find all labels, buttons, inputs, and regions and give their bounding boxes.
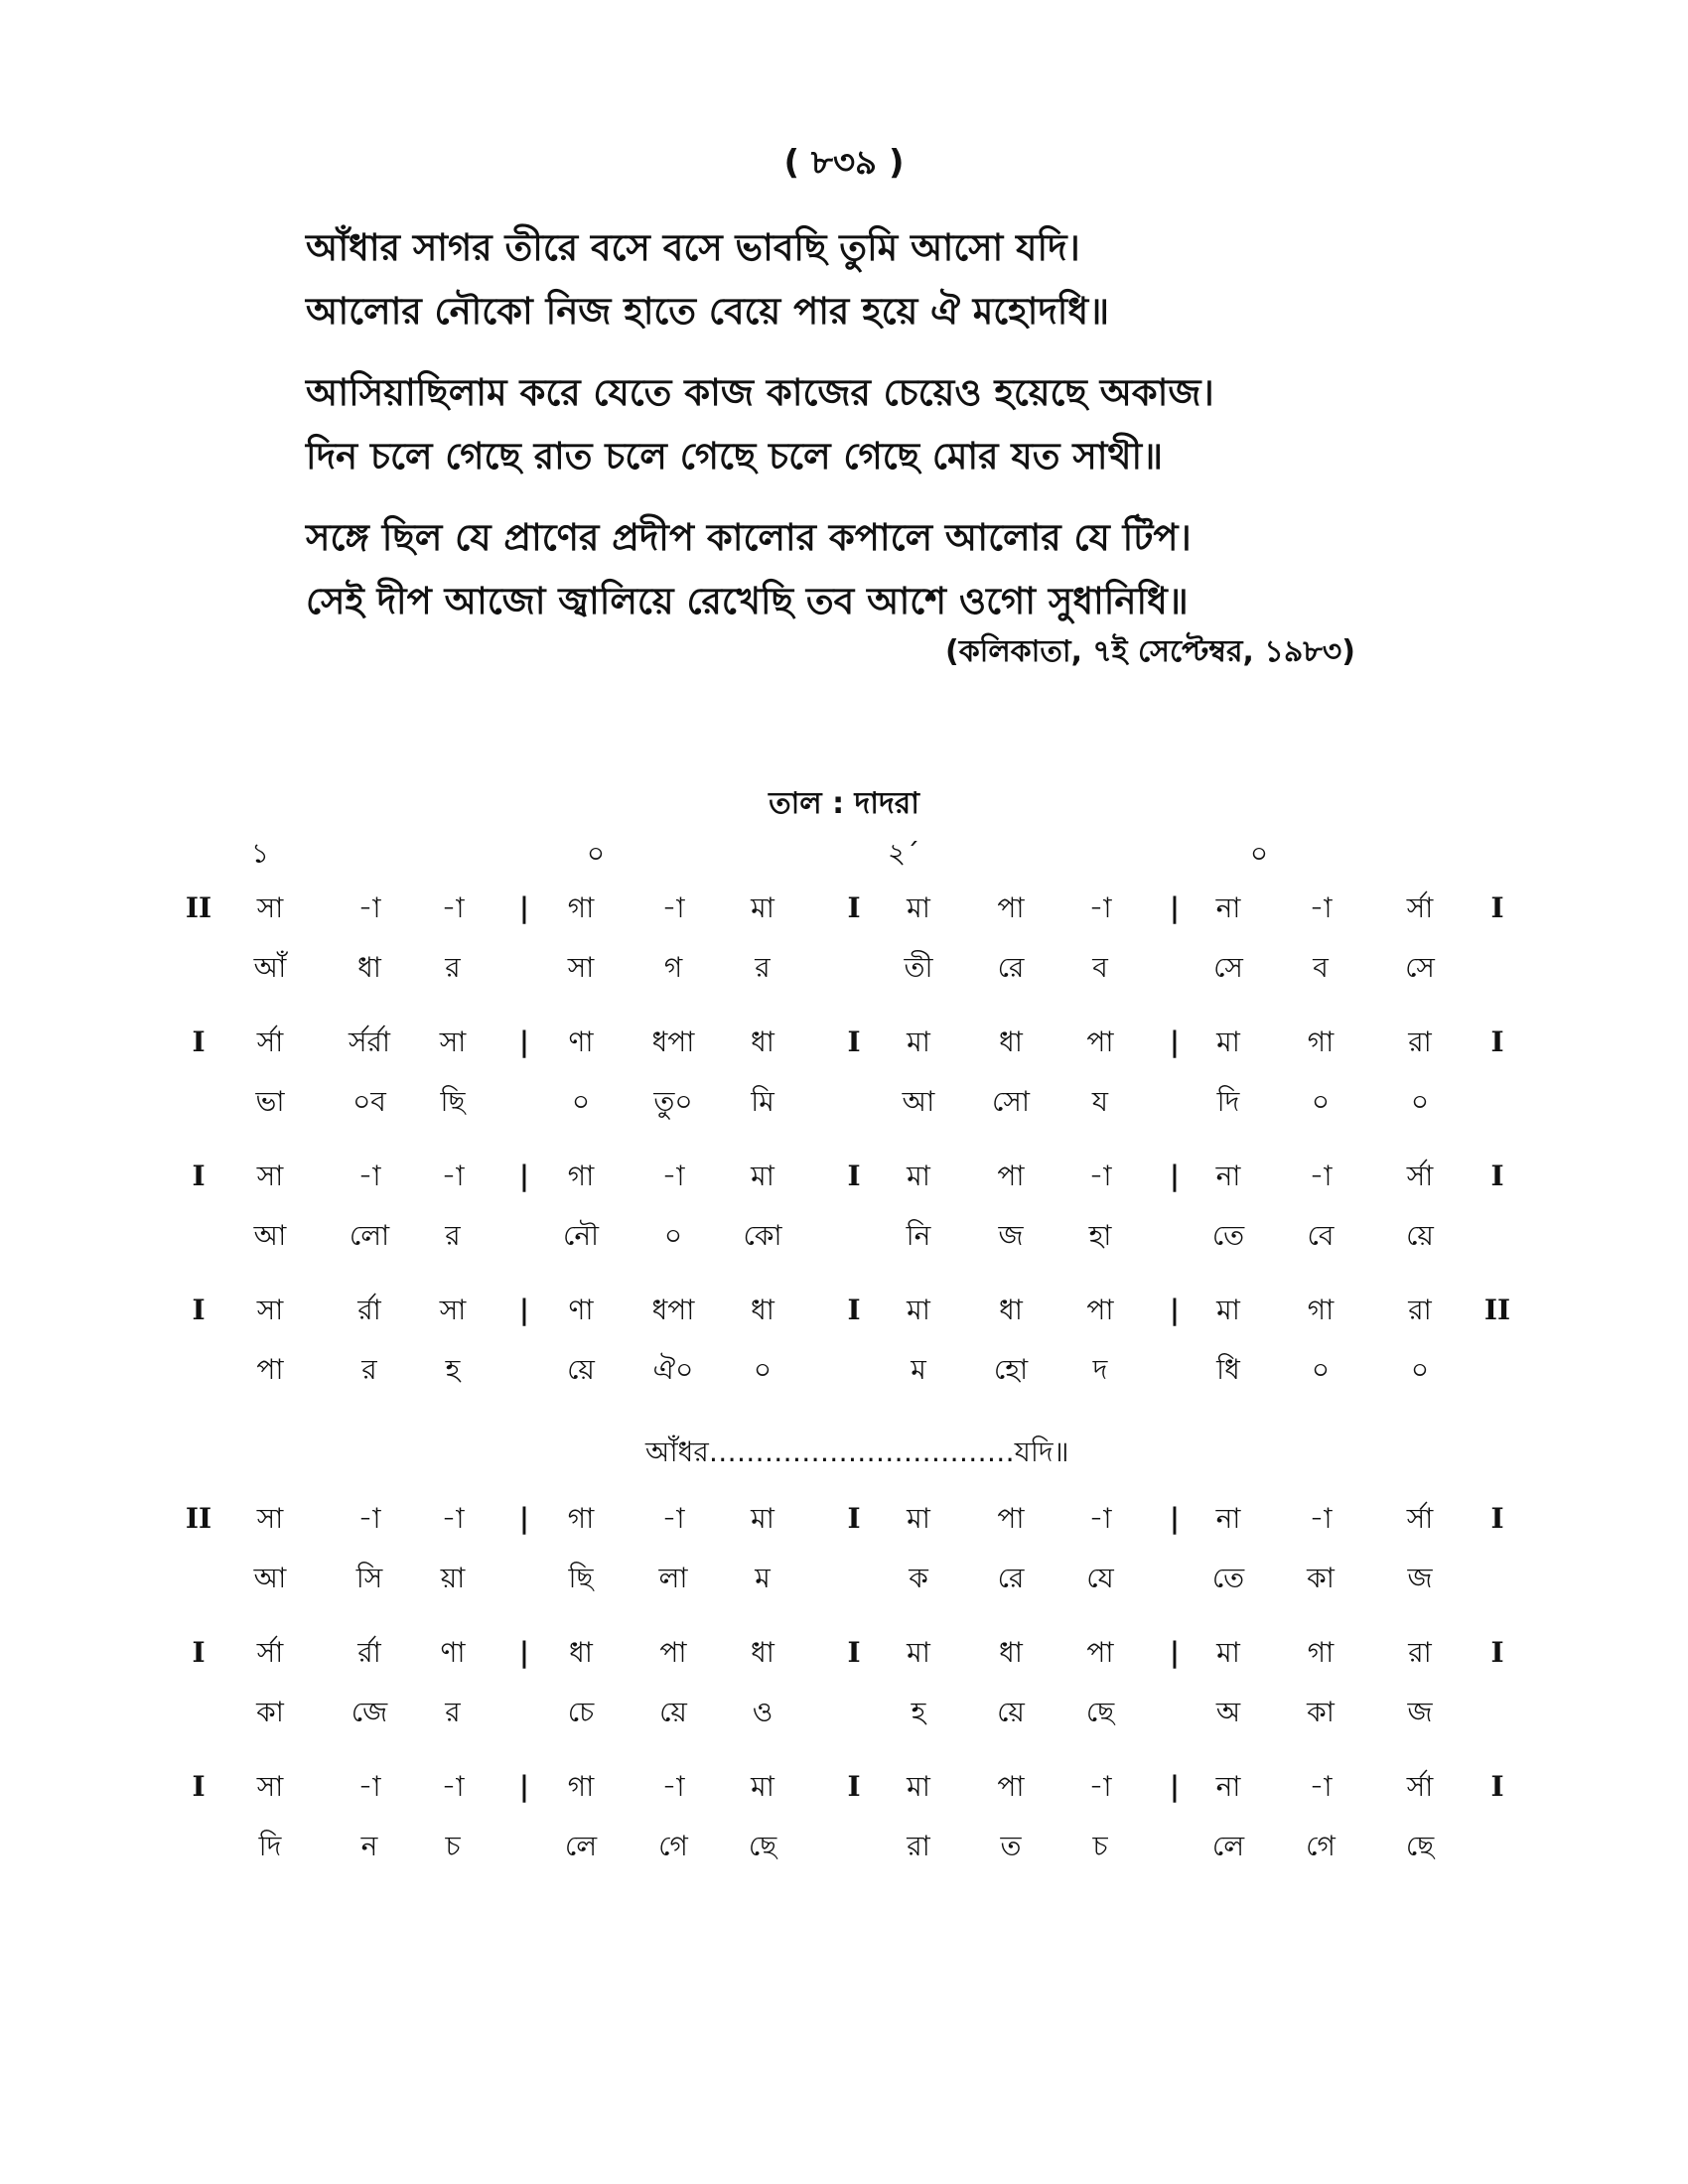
lyric-syllable: র bbox=[445, 1696, 461, 1728]
swara-note: -া bbox=[441, 1502, 465, 1535]
lyric-syllable: য়ে bbox=[1406, 1219, 1434, 1252]
lyric-syllable: য bbox=[1091, 1085, 1109, 1118]
dateline: (কলিকাতা, ৭ই সেপ্টেম্বর, ১৯৮৩) bbox=[945, 634, 1355, 669]
lyric-syllable: ত bbox=[1000, 1830, 1022, 1862]
swara-note: মা bbox=[907, 1160, 930, 1192]
swara-note: -া bbox=[357, 891, 381, 924]
swara-note: -া bbox=[1088, 891, 1112, 924]
lyrics bbox=[306, 216, 1398, 651]
bar-line: I bbox=[847, 1025, 861, 1058]
swara-note: মা bbox=[751, 1502, 774, 1535]
bar-line: I bbox=[1490, 1160, 1504, 1192]
lyric-syllable: ০ bbox=[753, 1353, 773, 1386]
lyric-syllable: জ bbox=[1407, 1696, 1433, 1728]
lyric-line: সেই দীপ আজো জ্বালিয়ে রেখেছি তব আশে ওগো সুধানিধি॥ bbox=[306, 580, 1189, 622]
swara-note: মা bbox=[751, 1160, 774, 1192]
swara-note: মা bbox=[907, 1770, 930, 1803]
stanza-1 bbox=[306, 216, 1398, 343]
swara-row bbox=[0, 1152, 1688, 1201]
lyric-syllable: ছে bbox=[748, 1830, 777, 1862]
lyric-syllable: রে bbox=[997, 951, 1025, 984]
swara-note: গা bbox=[567, 1160, 595, 1192]
lyric-syllable: র bbox=[445, 951, 461, 984]
swara-note: পা bbox=[997, 1770, 1025, 1803]
lyric-syllable: রা bbox=[907, 1830, 930, 1862]
swara-note: গা bbox=[567, 891, 595, 924]
lyric-syllable: জ bbox=[1407, 1562, 1433, 1594]
swara-row bbox=[0, 1628, 1688, 1678]
lyric-syllable: লে bbox=[564, 1830, 598, 1862]
swara-note: ধা bbox=[569, 1636, 593, 1669]
swara-note: -া bbox=[661, 891, 685, 924]
lyric-syllable: য়ে bbox=[997, 1696, 1025, 1728]
swara-note: মা bbox=[907, 1294, 930, 1326]
swara-note: সা bbox=[439, 1294, 467, 1326]
lyric-syllable: ০ bbox=[571, 1085, 591, 1118]
swara-note: -া bbox=[1309, 1160, 1333, 1192]
lyric-syllable: হো bbox=[993, 1353, 1029, 1386]
lyric-syllable: য়া bbox=[440, 1562, 466, 1594]
lyric-line: আলোর নৌকো নিজ হাতে বেয়ে পার হয়ে ঐ মহোদধি॥ bbox=[306, 290, 1110, 333]
lyric-syllable: কো bbox=[743, 1219, 782, 1252]
tala-label: তাল : দাদরা bbox=[769, 786, 919, 821]
bar-line: | bbox=[518, 1770, 530, 1803]
swara-note: সা bbox=[256, 1160, 284, 1192]
bar-line: I bbox=[847, 1160, 861, 1192]
swara-note: -া bbox=[1309, 1502, 1333, 1535]
lyric-syllable-row bbox=[0, 1554, 1688, 1603]
swara-note: পা bbox=[997, 1160, 1025, 1192]
lyric-syllable: জ bbox=[998, 1219, 1024, 1252]
swara-note: ধা bbox=[751, 1636, 774, 1669]
lyric-syllable: ম bbox=[911, 1353, 926, 1386]
lyric-syllable: ০ bbox=[1410, 1353, 1430, 1386]
lyric-syllable: ম bbox=[755, 1562, 771, 1594]
lyric-syllable: সা bbox=[567, 951, 595, 984]
page-number: ( ৮৩৯ ) bbox=[783, 143, 905, 183]
lyric-syllable: বে bbox=[1307, 1219, 1335, 1252]
lyric-syllable: রে bbox=[997, 1562, 1025, 1594]
lyric-syllable: তী bbox=[904, 951, 933, 984]
swara-note: মা bbox=[907, 1636, 930, 1669]
swara-note: র্সা bbox=[256, 1636, 284, 1669]
lyric-syllable: আ bbox=[253, 1219, 287, 1252]
lyric-line: আসিয়াছিলাম করে যেতে কাজ কাজের চেয়েও হয়েছে অকাজ। bbox=[306, 371, 1214, 414]
stanza-2 bbox=[306, 361, 1398, 488]
lyric-syllable: সো bbox=[992, 1085, 1030, 1118]
lyric-syllable: চে bbox=[567, 1696, 595, 1728]
lyric-syllable: ভা bbox=[255, 1085, 285, 1118]
swara-note: র্রা bbox=[357, 1294, 381, 1326]
bar-line: | bbox=[518, 891, 530, 924]
lyric-syllable: কা bbox=[256, 1696, 284, 1728]
swara-note: পা bbox=[659, 1636, 687, 1669]
swara-note: রা bbox=[1408, 1025, 1432, 1058]
swara-note: সা bbox=[256, 1770, 284, 1803]
beat-marker: ২´ bbox=[887, 837, 920, 870]
swara-note: পা bbox=[1086, 1636, 1114, 1669]
lyric-syllable: ও bbox=[752, 1696, 774, 1728]
lyric-syllable-row bbox=[0, 1822, 1688, 1871]
lyric-syllable: র bbox=[755, 951, 771, 984]
lyric-syllable: যে bbox=[1086, 1562, 1114, 1594]
swara-note: গা bbox=[1307, 1294, 1335, 1326]
lyric-syllable: গে bbox=[658, 1830, 688, 1862]
bar-line: II bbox=[185, 1502, 212, 1535]
bar-line: | bbox=[1169, 891, 1181, 924]
lyric-syllable: ক bbox=[909, 1562, 928, 1594]
swara-note: সা bbox=[256, 891, 284, 924]
swara-note: ধা bbox=[999, 1294, 1023, 1326]
bar-line: | bbox=[518, 1502, 530, 1535]
lyric-syllable: তে bbox=[1211, 1562, 1245, 1594]
swara-note: র্সা bbox=[1406, 1160, 1434, 1192]
swara-note: না bbox=[1215, 1160, 1241, 1192]
swara-note: না bbox=[1215, 1770, 1241, 1803]
lyric-syllable: দি bbox=[1216, 1085, 1240, 1118]
lyric-syllable: হ bbox=[911, 1696, 926, 1728]
lyric-syllable: সি bbox=[355, 1562, 383, 1594]
swara-note: গা bbox=[567, 1502, 595, 1535]
bar-line: I bbox=[1490, 1502, 1504, 1535]
lyric-syllable: সে bbox=[1405, 951, 1435, 984]
swara-note: গা bbox=[1307, 1025, 1335, 1058]
lyric-syllable: নি bbox=[906, 1219, 931, 1252]
lyric-syllable: কা bbox=[1307, 1562, 1335, 1594]
swara-note: ধা bbox=[751, 1294, 774, 1326]
stanza-3 bbox=[306, 506, 1398, 633]
lyric-syllable: র bbox=[361, 1353, 377, 1386]
swara-note: -া bbox=[661, 1502, 685, 1535]
swara-note: র্সর্রা bbox=[348, 1025, 391, 1058]
swara-note: পা bbox=[997, 1502, 1025, 1535]
swara-note: মা bbox=[1216, 1025, 1240, 1058]
lyric-syllable: ০ bbox=[1410, 1085, 1430, 1118]
swara-note: ধা bbox=[999, 1636, 1023, 1669]
lyric-syllable: য়ে bbox=[567, 1353, 595, 1386]
swara-note: ণা bbox=[440, 1636, 466, 1669]
swara-note: গা bbox=[1307, 1636, 1335, 1669]
lyric-line: দিন চলে গেছে রাত চলে গেছে চলে গেছে মোর যত সাথী॥ bbox=[306, 435, 1163, 478]
bar-line: I bbox=[192, 1770, 206, 1803]
swara-note: -া bbox=[357, 1770, 381, 1803]
swara-note: র্সা bbox=[1406, 1770, 1434, 1803]
lyric-syllable: ০ bbox=[1311, 1353, 1331, 1386]
bar-line: I bbox=[192, 1160, 206, 1192]
swara-note: -া bbox=[357, 1160, 381, 1192]
swara-note: রা bbox=[1408, 1294, 1432, 1326]
swara-note: ধা bbox=[999, 1025, 1023, 1058]
swara-row bbox=[0, 884, 1688, 933]
swara-note: মা bbox=[907, 891, 930, 924]
bar-line: I bbox=[1490, 1025, 1504, 1058]
swara-note: মা bbox=[751, 1770, 774, 1803]
lyric-syllable: ব bbox=[1092, 951, 1108, 984]
bar-line: | bbox=[1169, 1294, 1181, 1326]
swara-row bbox=[0, 1286, 1688, 1335]
swara-note: মা bbox=[1216, 1636, 1240, 1669]
swara-note: গা bbox=[567, 1770, 595, 1803]
bar-line: I bbox=[1490, 1770, 1504, 1803]
swara-note: ধা bbox=[751, 1025, 774, 1058]
lyric-syllable: আঁ bbox=[253, 951, 287, 984]
bar-line: I bbox=[192, 1294, 206, 1326]
swara-note: ধপা bbox=[651, 1294, 695, 1326]
beat-marker: ০ bbox=[586, 837, 606, 870]
swara-note: -া bbox=[357, 1502, 381, 1535]
swara-note: সা bbox=[256, 1294, 284, 1326]
refrain-note: আঁধর……………………………যদি॥ bbox=[645, 1435, 1069, 1468]
beat-marker: ০ bbox=[1249, 837, 1269, 870]
lyric-syllable: ব bbox=[1313, 951, 1329, 984]
lyric-syllable-row bbox=[0, 1688, 1688, 1737]
swara-note: -া bbox=[661, 1160, 685, 1192]
lyric-syllable: দি bbox=[258, 1830, 282, 1862]
lyric-syllable: সে bbox=[1213, 951, 1243, 984]
swara-row bbox=[0, 1494, 1688, 1544]
lyric-syllable: ঐ০ bbox=[652, 1353, 694, 1386]
bar-line: II bbox=[1483, 1294, 1511, 1326]
swara-note: -া bbox=[1088, 1770, 1112, 1803]
lyric-syllable: জে bbox=[351, 1696, 388, 1728]
lyric-syllable: ০ব bbox=[352, 1085, 386, 1118]
lyric-syllable: ছি bbox=[440, 1085, 466, 1118]
bar-line: I bbox=[847, 1294, 861, 1326]
bar-line: | bbox=[518, 1160, 530, 1192]
lyric-syllable: হ bbox=[445, 1353, 461, 1386]
swara-note: -া bbox=[1088, 1160, 1112, 1192]
swara-note: না bbox=[1215, 1502, 1241, 1535]
lyric-syllable: চ bbox=[445, 1830, 461, 1862]
swara-note: মা bbox=[1216, 1294, 1240, 1326]
swara-note: র্সা bbox=[1406, 891, 1434, 924]
bar-line: | bbox=[518, 1636, 530, 1669]
swara-note: পা bbox=[1086, 1294, 1114, 1326]
bar-line: | bbox=[1169, 1502, 1181, 1535]
lyric-syllable: ছে bbox=[1405, 1830, 1435, 1862]
lyric-syllable-row bbox=[0, 943, 1688, 993]
lyric-syllable: মি bbox=[751, 1085, 774, 1118]
lyric-syllable: গ bbox=[663, 951, 683, 984]
lyric-syllable-row bbox=[0, 1077, 1688, 1127]
bar-line: I bbox=[847, 1770, 861, 1803]
lyric-syllable: ০ bbox=[1311, 1085, 1331, 1118]
lyric-syllable: ধি bbox=[1216, 1353, 1240, 1386]
swara-note: -া bbox=[1309, 1770, 1333, 1803]
lyric-line: সঙ্গে ছিল যে প্রাণের প্রদীপ কালোর কপালে আলোর যে টিপ। bbox=[306, 516, 1192, 559]
swara-row bbox=[0, 1762, 1688, 1812]
swara-note: র্রা bbox=[357, 1636, 381, 1669]
swara-note: র্সা bbox=[256, 1025, 284, 1058]
lyric-syllable: হা bbox=[1088, 1219, 1112, 1252]
lyric-syllable: ধা bbox=[357, 951, 381, 984]
lyric-syllable: অ bbox=[1215, 1696, 1241, 1728]
lyric-syllable: তে bbox=[1211, 1219, 1245, 1252]
swara-note: -া bbox=[1088, 1502, 1112, 1535]
swara-note: -া bbox=[441, 891, 465, 924]
swara-note: -া bbox=[1309, 891, 1333, 924]
swara-note: মা bbox=[907, 1502, 930, 1535]
bar-line: I bbox=[192, 1025, 206, 1058]
swara-note: -া bbox=[441, 1770, 465, 1803]
lyric-syllable: লো bbox=[349, 1219, 390, 1252]
swara-note: না bbox=[1215, 891, 1241, 924]
swara-note: -া bbox=[441, 1160, 465, 1192]
swara-note: ণা bbox=[568, 1294, 594, 1326]
swara-note: সা bbox=[256, 1502, 284, 1535]
lyric-line: আঁধার সাগর তীরে বসে বসে ভাবছি তুমি আসো যদি। bbox=[306, 226, 1080, 269]
lyric-syllable: য়ে bbox=[659, 1696, 687, 1728]
lyric-syllable: কা bbox=[1307, 1696, 1335, 1728]
swara-note: রা bbox=[1408, 1636, 1432, 1669]
lyric-syllable: তু০ bbox=[653, 1085, 693, 1118]
lyric-syllable: ন bbox=[360, 1830, 378, 1862]
swara-note: পা bbox=[1086, 1025, 1114, 1058]
swara-note: পা bbox=[997, 891, 1025, 924]
swara-note: মা bbox=[751, 891, 774, 924]
lyric-syllable: ছে bbox=[1085, 1696, 1115, 1728]
lyric-syllable: দ bbox=[1092, 1353, 1108, 1386]
bar-line: I bbox=[1490, 891, 1504, 924]
bar-line: II bbox=[185, 891, 212, 924]
lyric-syllable: আ bbox=[253, 1562, 287, 1594]
swara-note: র্সা bbox=[1406, 1502, 1434, 1535]
swara-note: ণা bbox=[568, 1025, 594, 1058]
bar-line: | bbox=[1169, 1770, 1181, 1803]
lyric-syllable: লে bbox=[1211, 1830, 1245, 1862]
lyric-syllable: ০ bbox=[663, 1219, 683, 1252]
bar-line: | bbox=[1169, 1636, 1181, 1669]
beat-marker-row bbox=[0, 829, 1688, 879]
bar-line: | bbox=[518, 1294, 530, 1326]
swara-note: সা bbox=[439, 1025, 467, 1058]
lyric-syllable: আ bbox=[902, 1085, 935, 1118]
swara-row bbox=[0, 1018, 1688, 1067]
bar-line: | bbox=[1169, 1025, 1181, 1058]
bar-line: | bbox=[518, 1025, 530, 1058]
lyric-syllable: লা bbox=[658, 1562, 688, 1594]
bar-line: I bbox=[847, 1502, 861, 1535]
bar-line: I bbox=[1490, 1636, 1504, 1669]
lyric-syllable: ছি bbox=[568, 1562, 594, 1594]
lyric-syllable: পা bbox=[256, 1353, 284, 1386]
lyric-syllable: নৌ bbox=[562, 1219, 600, 1252]
bar-line: I bbox=[847, 891, 861, 924]
bar-line: I bbox=[847, 1636, 861, 1669]
swara-note: মা bbox=[907, 1025, 930, 1058]
lyric-syllable-row bbox=[0, 1345, 1688, 1395]
beat-marker: ১ bbox=[250, 837, 270, 870]
lyric-syllable: চ bbox=[1092, 1830, 1108, 1862]
lyric-syllable: র bbox=[445, 1219, 461, 1252]
bar-line: I bbox=[192, 1636, 206, 1669]
lyric-syllable: গে bbox=[1306, 1830, 1336, 1862]
swara-note: ধপা bbox=[651, 1025, 695, 1058]
swara-note: -া bbox=[661, 1770, 685, 1803]
lyric-syllable-row bbox=[0, 1211, 1688, 1261]
bar-line: | bbox=[1169, 1160, 1181, 1192]
